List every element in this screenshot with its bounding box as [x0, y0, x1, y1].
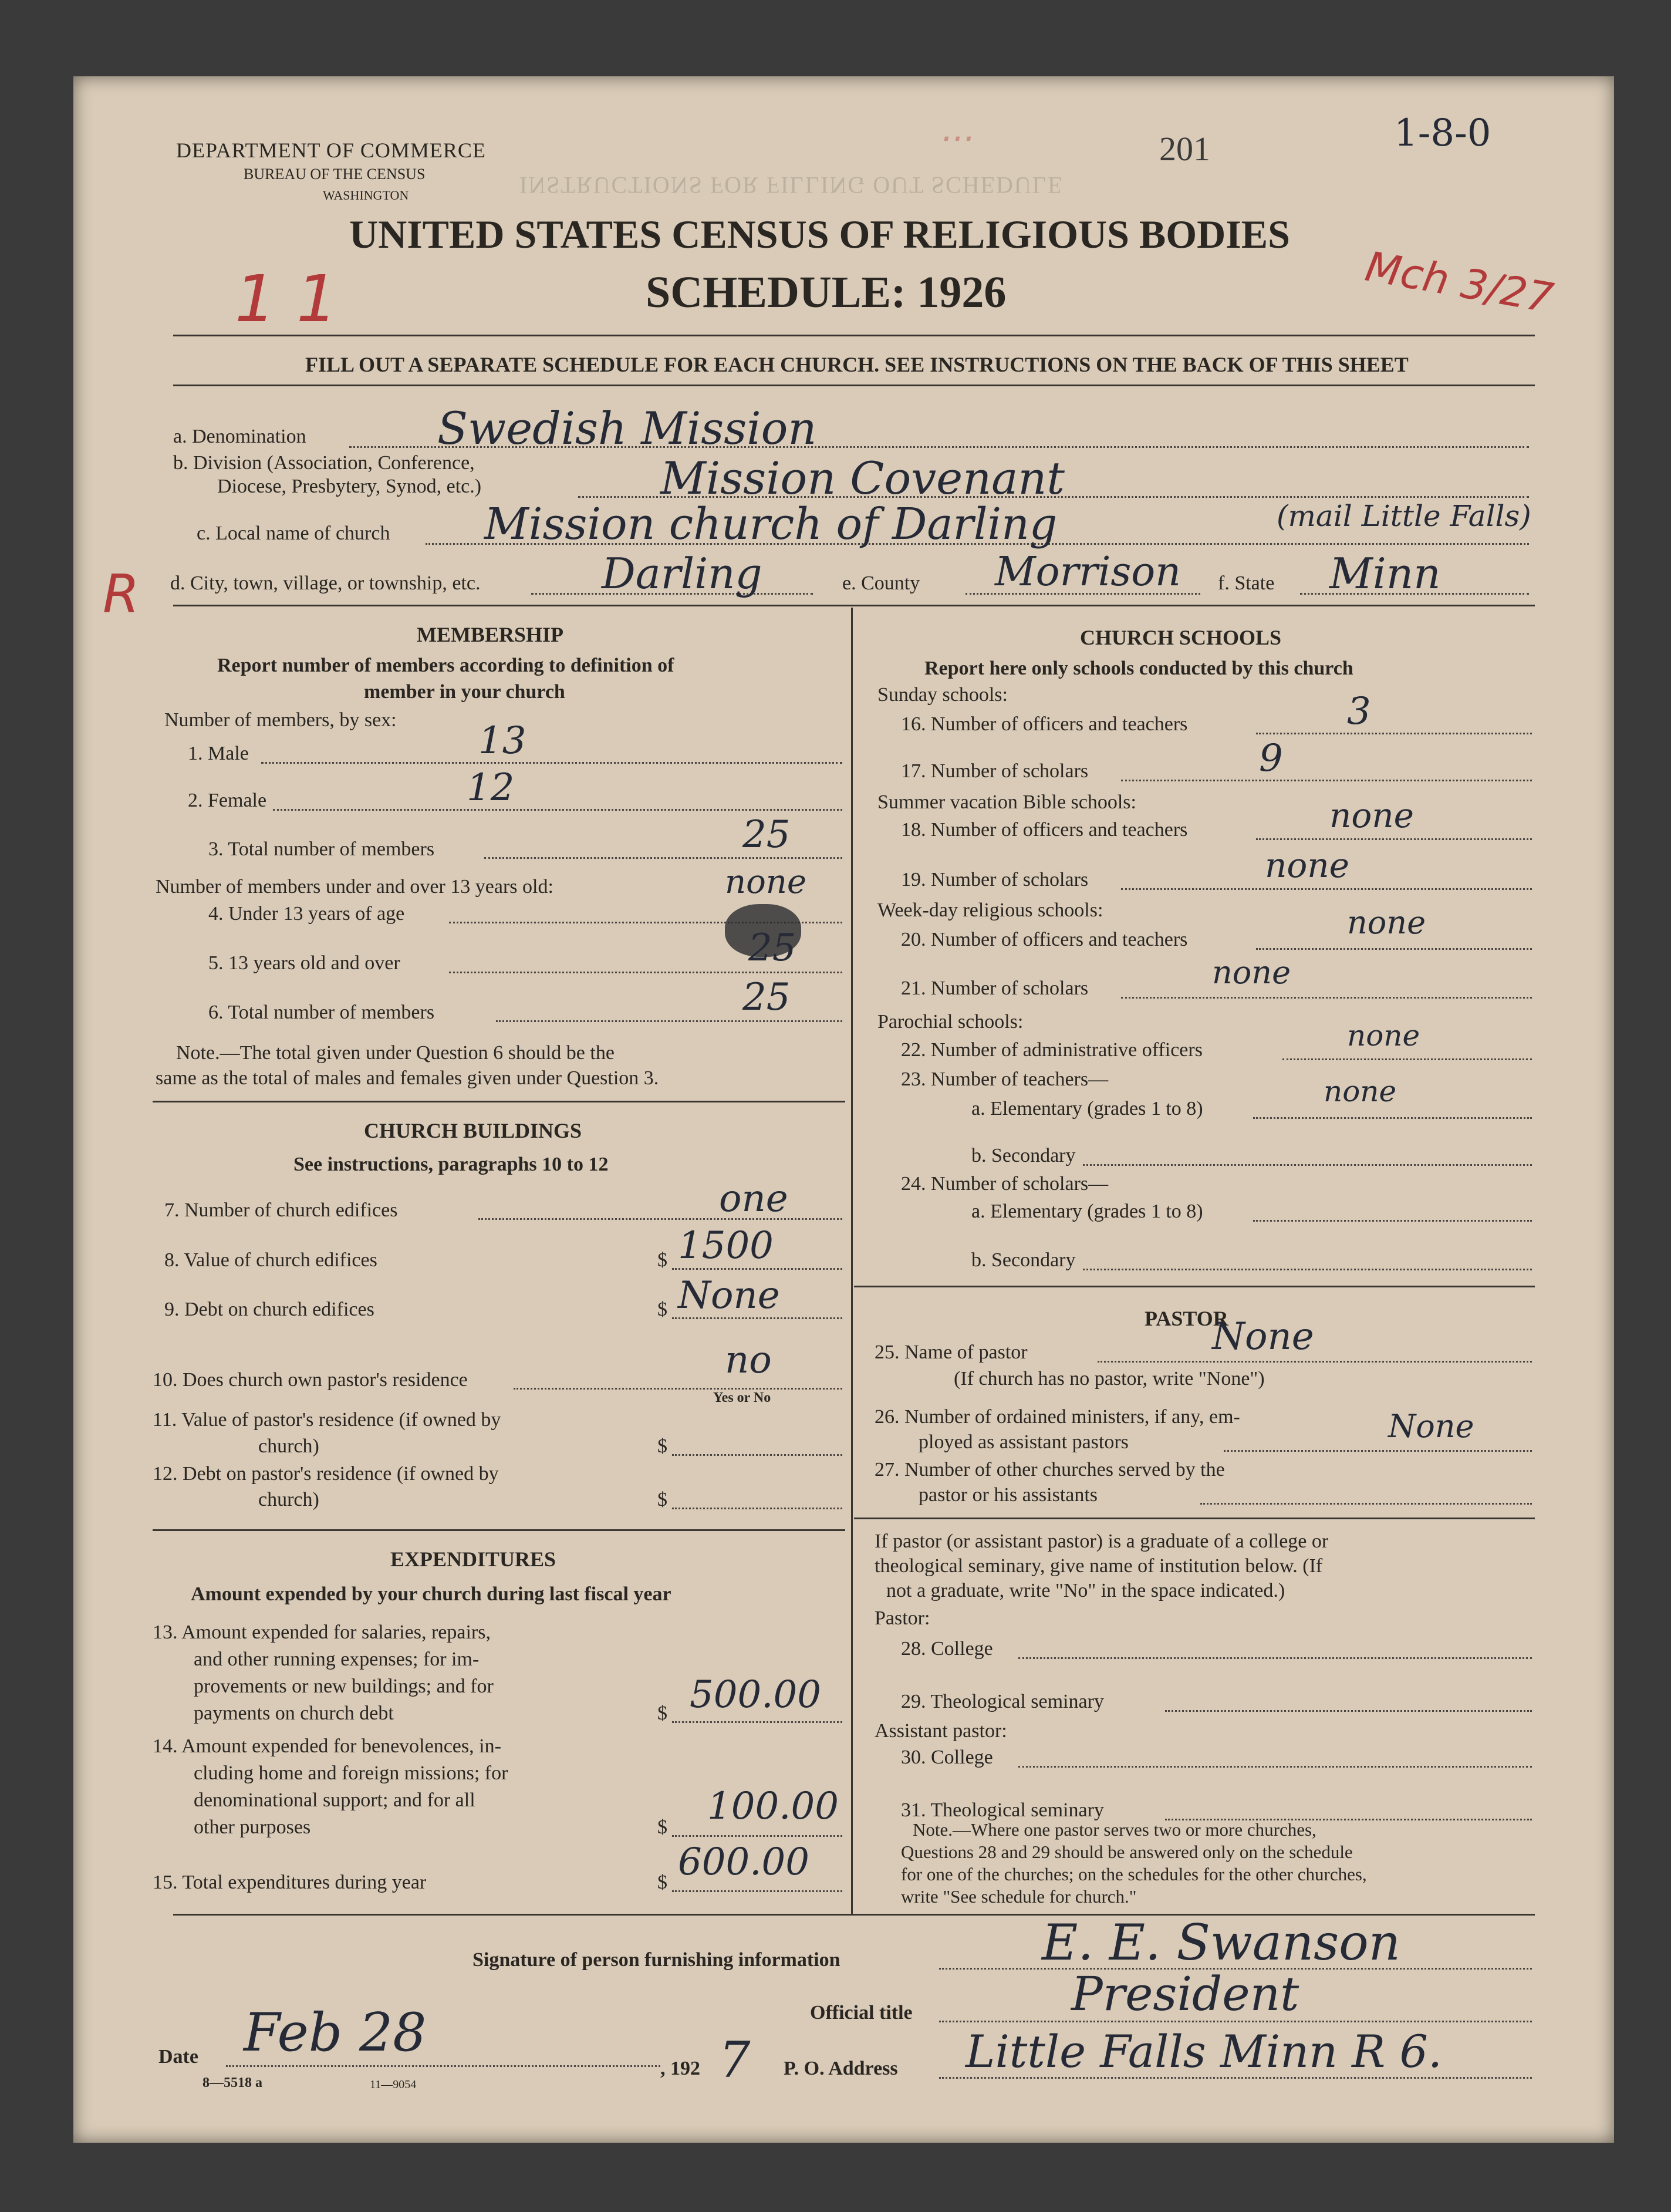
q9-dollar: $	[657, 1299, 667, 1320]
q29-label: 29. Theological seminary	[901, 1691, 1104, 1712]
q3-value: 25	[742, 813, 791, 857]
parochial-schools: Parochial schools:	[877, 1011, 1024, 1033]
division-label-2: Diocese, Presbytery, Synod, etc.)	[217, 476, 482, 497]
expenditures-title: EXPENDITURES	[390, 1547, 556, 1571]
q12-line	[672, 1508, 842, 1509]
q20-line	[1256, 948, 1532, 950]
q22-line	[1282, 1058, 1532, 1060]
q23b-line	[1083, 1164, 1532, 1166]
q22-label: 22. Number of administrative officers	[901, 1039, 1203, 1061]
q18-line	[1256, 838, 1532, 840]
q1-label: 1. Male	[188, 743, 249, 764]
buildings-title: CHURCH BUILDINGS	[364, 1119, 582, 1142]
q4-value: none	[725, 863, 806, 901]
q26-label-1: 26. Number of ordained ministers, if any, em-	[875, 1406, 1240, 1428]
q15-label: 15. Total expenditures during year	[153, 1872, 427, 1893]
q14-value: 100.00	[707, 1785, 839, 1828]
q10-line	[514, 1388, 842, 1390]
q11-line	[672, 1454, 842, 1456]
q13-line-1: 13. Amount expended for salaries, repairs,	[153, 1621, 491, 1643]
q8-value: 1500	[678, 1224, 774, 1267]
denomination-value: Swedish Mission	[437, 402, 817, 454]
q9-line	[672, 1317, 842, 1319]
graduate-line-1: If pastor (or assistant pastor) is a graduate of a college or	[875, 1530, 1329, 1552]
po-address-label: P. O. Address	[784, 2058, 898, 2079]
year-prefix: , 192	[660, 2058, 700, 2079]
q13-line-4: payments on church debt	[194, 1702, 394, 1724]
summer-schools: Summer vacation Bible schools:	[877, 791, 1136, 813]
expenditures-sub: Amount expended by your church during last fiscal year	[191, 1583, 671, 1605]
form-number: 8—5518 a	[202, 2075, 262, 2090]
q2-value: 12	[467, 766, 515, 810]
r-mark: R	[103, 564, 140, 625]
q12-label-1: 12. Debt on pastor's residence (if owned by	[153, 1463, 499, 1485]
q13-line-3: provements or new buildings; and for	[194, 1675, 494, 1697]
schedule-number: 201	[1159, 130, 1210, 168]
q12-label-2: church)	[258, 1489, 319, 1510]
code-mark: 1-8-0	[1394, 112, 1491, 155]
q14-line-2: cluding home and foreign missions; for	[194, 1762, 508, 1784]
q16-line	[1256, 733, 1532, 734]
schools-rule	[854, 1286, 1535, 1287]
q23b-label: b. Secondary	[971, 1145, 1076, 1166]
q13-value: 500.00	[690, 1673, 821, 1717]
weekday-schools: Week-day religious schools:	[877, 899, 1103, 921]
q25-line	[1098, 1361, 1532, 1363]
members-by-sex: Number of members, by sex:	[164, 709, 397, 731]
q16-label: 16. Number of officers and teachers	[901, 713, 1188, 735]
q5-label: 5. 13 years old and over	[208, 952, 400, 974]
q13-line	[672, 1721, 842, 1723]
q18-label: 18. Number of officers and teachers	[901, 819, 1188, 841]
q15-line	[672, 1890, 842, 1892]
official-title-value: President	[1071, 1967, 1299, 2021]
q13-line-2: and other running expenses; for im-	[194, 1648, 480, 1670]
bureau-city: WASHINGTON	[323, 188, 409, 203]
signature-value: E. E. Swanson	[1042, 1914, 1400, 1971]
membership-note-2: same as the total of males and females given under Question 3.	[156, 1067, 659, 1089]
q27-label-2: pastor or his assistants	[919, 1484, 1098, 1506]
assistant-pastor-subhead: Assistant pastor:	[875, 1720, 1007, 1742]
q20-label: 20. Number of officers and teachers	[901, 929, 1188, 950]
signature-label: Signature of person furnishing information	[472, 1949, 840, 1971]
pastor-note-2: Questions 28 and 29 should be answered only on the schedule	[901, 1842, 1353, 1862]
column-divider	[851, 608, 853, 1914]
city-value: Darling	[602, 549, 762, 598]
q30-label: 30. College	[901, 1746, 993, 1768]
q11-dollar: $	[657, 1435, 667, 1457]
q14-line-4: other purposes	[194, 1816, 311, 1838]
official-title-label: Official title	[810, 2002, 913, 2024]
received-date-mark: Mch 3/27	[1362, 242, 1557, 323]
q2-label: 2. Female	[188, 790, 267, 811]
q8-dollar: $	[657, 1249, 667, 1271]
q11-label-1: 11. Value of pastor's residence (if owned by	[153, 1409, 501, 1431]
instruction-rule	[173, 385, 1535, 386]
graduate-line-2: theological seminary, give name of institution below. (If	[875, 1555, 1323, 1577]
q24a-line	[1253, 1220, 1532, 1222]
bureau-name: BUREAU OF THE CENSUS	[244, 166, 426, 183]
q8-line	[672, 1268, 842, 1270]
q11-label-2: church)	[258, 1435, 319, 1457]
membership-note-1: Note.—The total given under Question 6 should be the	[176, 1042, 615, 1064]
pastor-note-4: write "See schedule for church."	[901, 1886, 1137, 1907]
print-code: 11—9054	[370, 2078, 417, 2091]
date-label: Date	[158, 2046, 198, 2068]
q21-label: 21. Number of scholars	[901, 977, 1089, 999]
q31-label: 31. Theological seminary	[901, 1799, 1104, 1821]
q16-value: 3	[1347, 690, 1371, 733]
q18-value: none	[1329, 795, 1414, 835]
tally-mark: 1 1	[235, 261, 337, 336]
q5-line	[449, 972, 842, 973]
q6-line	[496, 1020, 842, 1022]
q21-line	[1121, 997, 1532, 999]
q19-label: 19. Number of scholars	[901, 869, 1089, 891]
q19-value: none	[1265, 845, 1349, 885]
q23a-line	[1253, 1117, 1532, 1119]
q15-value: 600.00	[678, 1840, 809, 1884]
q25-label: 25. Name of pastor	[875, 1341, 1028, 1363]
q24-label: 24. Number of scholars—	[901, 1173, 1109, 1195]
q24b-line	[1083, 1269, 1532, 1270]
q24b-label: b. Secondary	[971, 1249, 1076, 1271]
q28-label: 28. College	[901, 1638, 993, 1660]
q27-label-1: 27. Number of other churches served by the	[875, 1459, 1225, 1481]
q9-label: 9. Debt on church edifices	[164, 1299, 374, 1320]
local-name-mail: (mail Little Falls)	[1277, 499, 1531, 533]
q7-value: one	[719, 1177, 788, 1220]
schools-intro: Report here only schools conducted by this church	[924, 657, 1353, 679]
q23-label: 23. Number of teachers—	[901, 1068, 1109, 1090]
q5-value: 25	[748, 926, 796, 970]
pastor-note	[901, 1819, 1367, 1908]
q14-line-3: denominational support; and for all	[194, 1789, 475, 1811]
q14-line-1: 14. Amount expended for benevolences, in-	[153, 1735, 501, 1757]
q25-note: (If church has no pastor, write "None")	[954, 1368, 1265, 1390]
q14-dollar: $	[657, 1816, 667, 1838]
pastor-note-3: for one of the churches; on the schedules for the other churches,	[901, 1864, 1367, 1884]
buildings-sub: See instructions, paragraphs 10 to 12	[293, 1154, 609, 1175]
division-label-1: b. Division (Association, Conference,	[173, 452, 475, 474]
schools-title: CHURCH SCHOOLS	[1080, 626, 1282, 649]
yes-or-no-hint: Yes or No	[713, 1390, 771, 1405]
membership-intro-2: member in your church	[364, 681, 565, 703]
q30-line	[1018, 1766, 1532, 1768]
q29-line	[1165, 1710, 1532, 1712]
date-line	[226, 2065, 660, 2067]
year-value: 7	[719, 2031, 751, 2089]
buildings-rule	[153, 1529, 845, 1531]
q27-line	[1200, 1503, 1532, 1505]
q1-value: 13	[478, 719, 526, 763]
q6-label: 6. Total number of members	[208, 1002, 435, 1023]
membership-intro-1: Report number of members according to definition of	[217, 655, 674, 676]
q2-line	[273, 809, 842, 811]
form-subtitle: SCHEDULE: 1926	[646, 268, 1007, 317]
county-label: e. County	[842, 572, 920, 594]
membership-rule	[153, 1101, 845, 1102]
city-label: d. City, town, village, or township, etc.	[170, 572, 481, 594]
department-name: DEPARTMENT OF COMMERCE	[176, 139, 486, 162]
q17-label: 17. Number of scholars	[901, 760, 1089, 782]
pastor-title: PASTOR	[1145, 1307, 1228, 1330]
bleed-through-text: INSTRUCTIONS FOR FILLING OUT SCHEDULE	[519, 172, 1064, 198]
q12-dollar: $	[657, 1489, 667, 1510]
q10-value: no	[725, 1338, 772, 1382]
q19-line	[1121, 888, 1532, 890]
q3-label: 3. Total number of members	[208, 838, 435, 860]
local-name-label: c. Local name of church	[197, 522, 390, 544]
header-rule	[173, 335, 1535, 336]
faint-stamp: ...	[942, 109, 976, 150]
graduate-line-3: not a graduate, write "No" in the space indicated.)	[886, 1580, 1285, 1601]
q8-label: 8. Value of church edifices	[164, 1249, 377, 1271]
q23a-label: a. Elementary (grades 1 to 8)	[971, 1098, 1203, 1120]
q17-value: 9	[1259, 737, 1283, 780]
q10-label: 10. Does church own pastor's residence	[153, 1369, 468, 1391]
pastor-subhead: Pastor:	[875, 1607, 930, 1629]
census-schedule-sheet	[73, 76, 1614, 2143]
q3-line	[484, 857, 842, 859]
form-title: UNITED STATES CENSUS OF RELIGIOUS BODIES	[349, 212, 1290, 257]
members-by-age: Number of members under and over 13 years old:	[156, 876, 553, 898]
county-value: Morrison	[995, 549, 1181, 595]
q26-value: None	[1388, 1408, 1474, 1445]
q22-value: none	[1347, 1019, 1420, 1053]
q26-label-2: ployed as assistant pastors	[919, 1431, 1129, 1453]
division-value: Mission Covenant	[660, 452, 1065, 504]
q17-line	[1121, 780, 1532, 781]
pastor-note-1: Note.—Where one pastor serves two or more churches,	[913, 1819, 1316, 1840]
q14-line	[672, 1835, 842, 1837]
q13-dollar: $	[657, 1702, 667, 1724]
q26-line	[1224, 1450, 1532, 1452]
q4-label: 4. Under 13 years of age	[208, 903, 405, 925]
sunday-schools: Sunday schools:	[877, 684, 1008, 706]
local-name-value: Mission church of Darling	[484, 499, 1058, 549]
q15-dollar: $	[657, 1872, 667, 1893]
denomination-label: a. Denomination	[173, 426, 306, 447]
pastor-rule	[854, 1518, 1535, 1519]
po-address-value: Little Falls Minn R 6.	[966, 2025, 1443, 2078]
membership-title: MEMBERSHIP	[417, 623, 564, 646]
q21-value: none	[1212, 954, 1291, 991]
q24a-label: a. Elementary (grades 1 to 8)	[971, 1201, 1203, 1222]
state-label: f. State	[1218, 572, 1275, 594]
q9-value: None	[678, 1274, 780, 1317]
q6-value: 25	[742, 976, 791, 1019]
q1-line	[261, 762, 842, 764]
date-value: Feb 28	[244, 2002, 427, 2063]
graduate-instructions	[875, 1529, 1328, 1603]
q14-label	[153, 1733, 669, 1841]
section-rule	[173, 605, 1535, 606]
q28-line	[1018, 1657, 1532, 1659]
q25-value: None	[1212, 1315, 1314, 1358]
state-value: Minn	[1329, 549, 1441, 598]
q23a-value: none	[1324, 1074, 1397, 1108]
q7-label: 7. Number of church edifices	[164, 1199, 398, 1221]
q20-value: none	[1347, 904, 1426, 941]
q13-label	[153, 1619, 669, 1727]
instruction-line: FILL OUT A SEPARATE SCHEDULE FOR EACH CHURCH. SEE INSTRUCTIONS ON THE BACK OF THIS SHEET	[305, 353, 1409, 376]
